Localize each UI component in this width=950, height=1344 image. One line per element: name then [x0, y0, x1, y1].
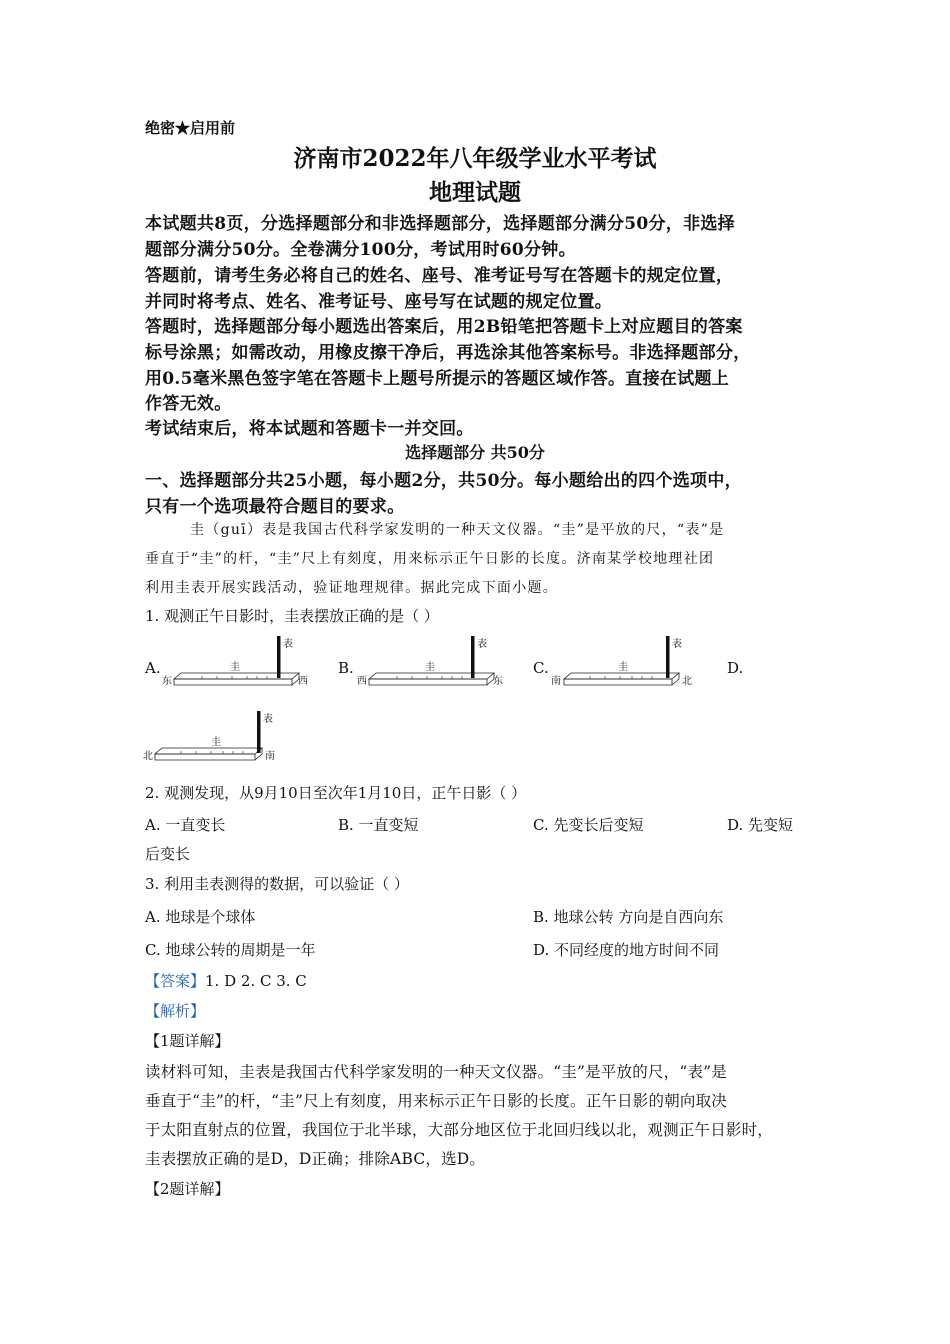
- q1-option-d-label[interactable]: D.: [727, 659, 744, 677]
- gui-label: 圭: [230, 662, 240, 673]
- q2-option-d-continued: 后变长: [145, 845, 191, 863]
- right-direction-label: 东: [493, 676, 503, 687]
- q1-detail-line: 读材料可知，圭表是我国古代科学家发明的一种天文仪器。“圭”是平放的尺，“表”是: [145, 1063, 727, 1081]
- answer-tag: 【答案】: [145, 972, 206, 990]
- left-direction-label: 东: [162, 676, 172, 687]
- biao-label: 表: [263, 714, 273, 725]
- left-direction-label: 北: [143, 751, 153, 762]
- question-3-stem: 3. 利用圭表测得的数据，可以验证（ ）: [145, 875, 409, 893]
- instruction-line: 考试结束后，将本试题和答题卡一并交回。: [145, 419, 474, 439]
- confidential-label: 绝密★启用前: [145, 119, 236, 137]
- question-2-stem: 2. 观测发现，从9月10日至次年1月10日，正午日影（ ）: [145, 784, 527, 802]
- q2-option-a[interactable]: A. 一直变长: [145, 816, 226, 834]
- q3-option-a[interactable]: A. 地球是个球体: [145, 908, 256, 926]
- biao-label: 表: [672, 639, 682, 650]
- section-title: 选择题部分 共50分: [405, 443, 545, 462]
- exam-title: 济南市2022年八年级学业水平考试: [293, 145, 657, 172]
- instruction-line: 答题时，选择题部分每小题选出答案后，用2B铅笔把答题卡上对应题目的答案: [145, 317, 743, 337]
- q1-option-c-label[interactable]: C.: [533, 659, 549, 677]
- biao-label: 表: [283, 639, 293, 650]
- q1-option-b-diagram: [355, 635, 505, 695]
- q1-option-a-diagram: [162, 635, 312, 695]
- q2-option-d[interactable]: D. 先变短: [727, 816, 794, 834]
- q2-detail-tag: 【2题详解】: [145, 1180, 230, 1198]
- analysis-tag: 【解析】: [145, 1002, 206, 1020]
- section-desc: 一、选择题部分共25小题，每小题2分，共50分。每小题给出的四个选项中，: [145, 471, 742, 491]
- question-1-stem: 1. 观测正午日影时，圭表摆放正确的是（ ）: [145, 607, 439, 625]
- lead-passage-line: 垂直于“圭”的杆，“圭”尺上有刻度，用来标示正午日影的长度。济南某学校地理社团: [145, 551, 715, 567]
- q1-option-d-diagram: [143, 708, 293, 768]
- exam-subject: 地理试题: [429, 179, 521, 206]
- q1-detail-line: 圭表摆放正确的是D，D正确；排除ABC，选D。: [145, 1150, 486, 1168]
- gui-label: 圭: [425, 662, 435, 673]
- q2-option-b[interactable]: B. 一直变短: [338, 816, 419, 834]
- left-direction-label: 西: [357, 676, 367, 687]
- right-direction-label: 北: [682, 676, 692, 687]
- q2-option-c[interactable]: C. 先变长后变短: [533, 816, 644, 834]
- q1-option-b-label[interactable]: B.: [338, 659, 354, 677]
- instruction-line: 并同时将考点、姓名、准考证号、座号写在试题的规定位置。: [145, 292, 613, 312]
- q3-option-d[interactable]: D. 不同经度的地方时间不同: [533, 941, 720, 959]
- q1-option-c-diagram: [550, 635, 700, 695]
- section-desc: 只有一个选项最符合题目的要求。: [145, 497, 405, 517]
- right-direction-label: 南: [265, 751, 275, 762]
- q3-option-c[interactable]: C. 地球公转的周期是一年: [145, 941, 316, 959]
- instruction-line: 用0.5毫米黑色签字笔在答题卡上题号所提示的答题区域作答。直接在试题上: [145, 369, 730, 389]
- q1-option-a-label[interactable]: A.: [145, 659, 161, 677]
- gui-label: 圭: [618, 662, 628, 673]
- instruction-line: 题部分满分50分。全卷满分100分，考试用时60分钟。: [145, 240, 576, 260]
- instruction-line: 作答无效。: [145, 394, 232, 414]
- lead-passage-line: 圭（guī）表是我国古代科学家发明的一种天文仪器。“圭”是平放的尺，“表”是: [190, 522, 725, 538]
- biao-label: 表: [477, 639, 487, 650]
- q1-detail-line: 垂直于“圭”的杆，“圭”尺上有刻度，用来标示正午日影的长度。正午日影的朝向取决: [145, 1092, 727, 1110]
- answer-text: 1. D 2. C 3. C: [205, 972, 307, 990]
- q1-detail-tag: 【1题详解】: [145, 1032, 230, 1050]
- instruction-line: 标号涂黑；如需改动，用橡皮擦干净后，再选涂其他答案标号。非选择题部分，: [145, 343, 751, 363]
- lead-passage-line: 利用圭表开展实践活动，验证地理规律。据此完成下面小题。: [145, 580, 559, 596]
- instruction-line: 答题前，请考生务必将自己的姓名、座号、准考证号写在答题卡的规定位置，: [145, 266, 734, 286]
- instruction-line: 本试题共8页，分选择题部分和非选择题部分，选择题部分满分50分，非选择: [145, 214, 735, 234]
- q1-detail-line: 于太阳直射点的位置，我国位于北半球，大部分地区位于北回归线以北，观测正午日影时，: [145, 1121, 774, 1139]
- q3-option-b[interactable]: B. 地球公转 方向是自西向东: [533, 908, 724, 926]
- left-direction-label: 南: [551, 676, 561, 687]
- gui-label: 圭: [211, 737, 221, 748]
- answer-line: [145, 970, 307, 991]
- right-direction-label: 西: [298, 676, 308, 687]
